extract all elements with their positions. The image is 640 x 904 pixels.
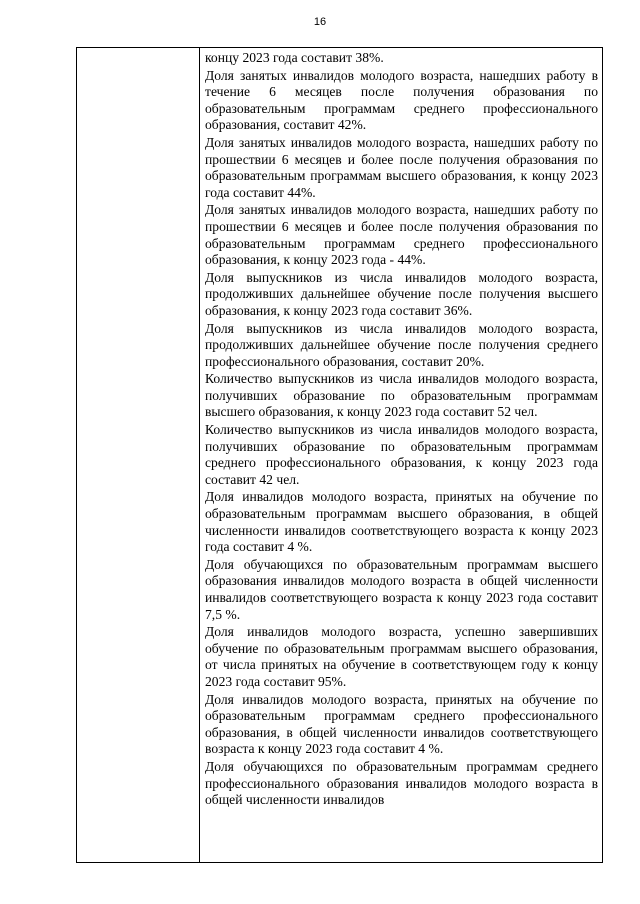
- paragraph: концу 2023 года составит 38%.: [205, 50, 384, 65]
- paragraph: Доля выпускников из числа инвалидов молодого возраста, продолживших дальнейшее обучение после получения высшего образования, к концу 2023 года составит 36%.: [205, 269, 598, 318]
- document-table: [76, 47, 603, 863]
- paragraph: Доля инвалидов молодого возраста, успешно завершивших обучение по образовательным программам высшего образования, от числа принятых на обучение в соответствующем году к концу 2023 года составит 95%.: [205, 624, 598, 689]
- page-number: 16: [313, 16, 327, 28]
- paragraph: Доля занятых инвалидов молодого возраста, нашедших работу по прошествии 6 месяцев и более после получения образования по образовательным программам среднего профессионального образования, к концу 2023 года - 44%.: [205, 202, 598, 268]
- right-column-text-cell: [200, 48, 602, 862]
- paragraph: Доля обучающихся по образовательным программам высшего образования инвалидов молодого возраста в общей численности инвалидов соответствующего возраста к концу 2023 года составит 7,5 %.: [205, 556, 598, 622]
- paragraph: Доля обучающихся по образовательным программам среднего профессионального образования инвалидов молодого возраста в общей численности инвалидов: [205, 758, 598, 808]
- paragraph: Доля занятых инвалидов молодого возраста, нашедших работу в течение 6 месяцев после получения образования по образовательным программам среднего профессионального образования, составит 42%.: [205, 67, 598, 133]
- paragraph: Доля инвалидов молодого возраста, принятых на обучение по образовательным программам высшего образования, в общей численности инвалидов соответствующего возраста к концу 2023 года составит 4 %.: [205, 489, 598, 555]
- paragraph: Количество выпускников из числа инвалидов молодого возраста, получивших образование по образовательным программам высшего образования, к концу 2023 года составит 52 чел.: [205, 371, 598, 420]
- paragraph: Доля выпускников из числа инвалидов молодого возраста, продолживших дальнейшее обучение после получения среднего профессионального образования, составит 20%.: [205, 320, 598, 369]
- paragraph: Доля инвалидов молодого возраста, принятых на обучение по образовательным программам среднего профессионального образования, в общей численности инвалидов соответствующего возраста к концу 2023 года составит 4 %.: [205, 691, 598, 757]
- left-column-empty-cell: [77, 48, 200, 862]
- paragraph: Количество выпускников из числа инвалидов молодого возраста, получивших образование по образовательным программам среднего профессионального образования, к концу 2023 года составит 42 чел.: [205, 422, 598, 487]
- paragraph: Доля занятых инвалидов молодого возраста, нашедших работу по прошествии 6 месяцев и более после получения образования по образовательным программам высшего образования, к концу 2023 года составит 44%.: [205, 134, 598, 200]
